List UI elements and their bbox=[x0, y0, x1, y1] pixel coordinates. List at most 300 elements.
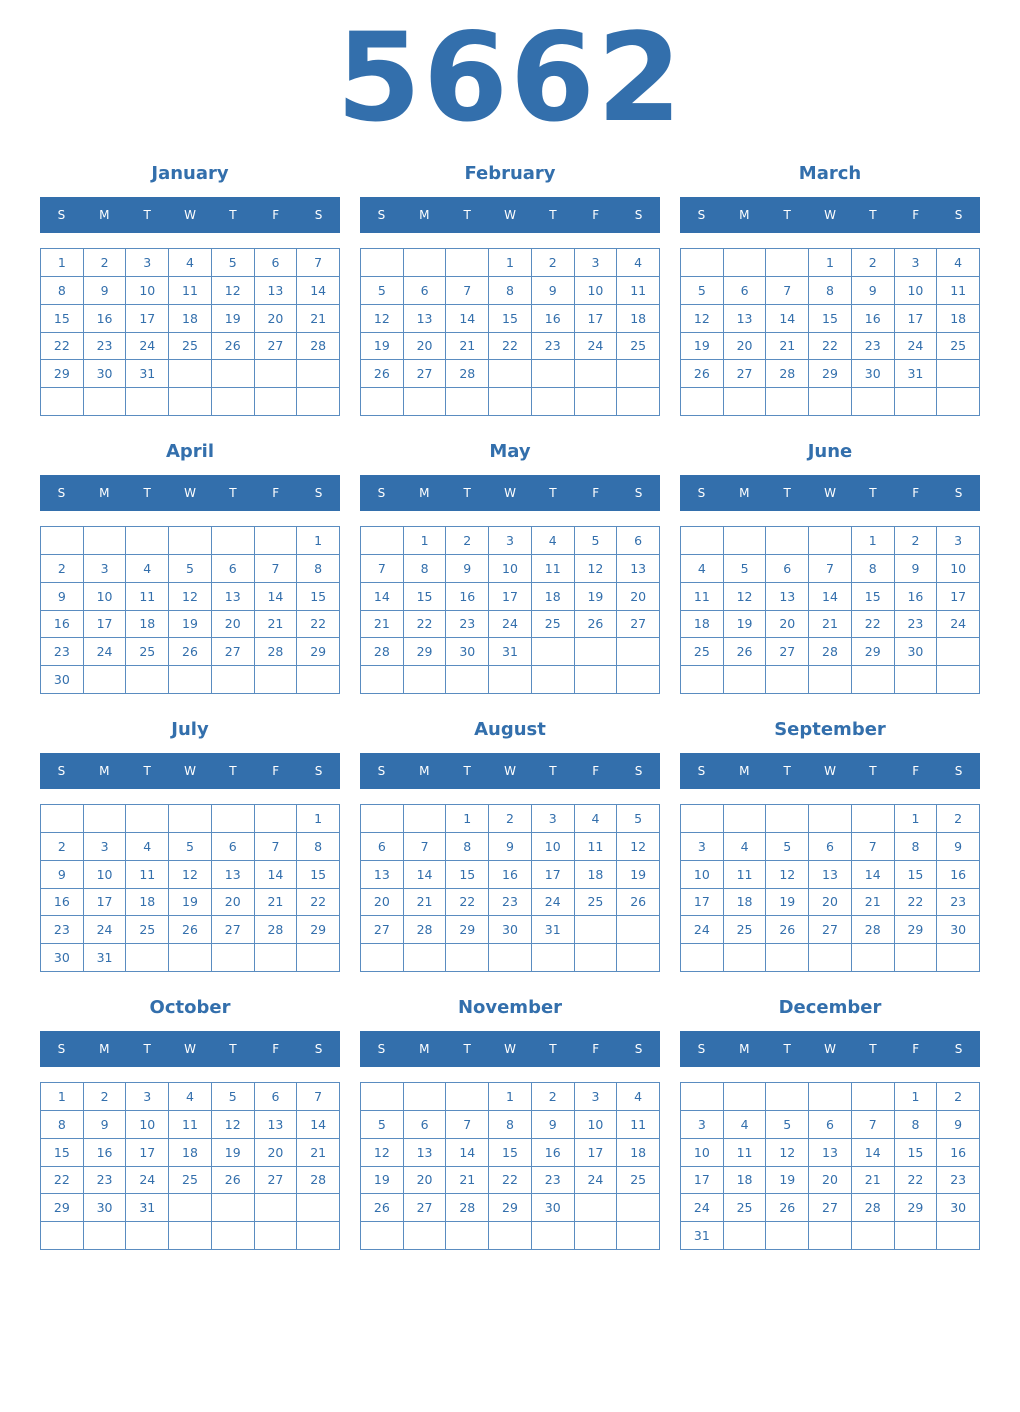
day-cell: 10 bbox=[681, 861, 724, 889]
empty-cell bbox=[255, 666, 298, 694]
empty-cell bbox=[681, 1083, 724, 1111]
day-cell: 10 bbox=[895, 277, 938, 305]
day-cell: 2 bbox=[852, 249, 895, 277]
weekday-label: T bbox=[869, 764, 877, 778]
weekday-label: M bbox=[99, 1042, 110, 1056]
day-cell: 8 bbox=[489, 1111, 532, 1139]
day-cell: 12 bbox=[212, 1111, 255, 1139]
day-cell: 31 bbox=[126, 360, 169, 388]
empty-cell bbox=[84, 666, 127, 694]
day-cell: 4 bbox=[126, 833, 169, 861]
weekday-label: W bbox=[504, 764, 516, 778]
day-cell: 23 bbox=[895, 611, 938, 639]
day-cell: 24 bbox=[489, 611, 532, 639]
empty-cell bbox=[724, 249, 767, 277]
day-cell: 24 bbox=[84, 916, 127, 944]
day-cell: 23 bbox=[41, 638, 84, 666]
day-cell: 9 bbox=[895, 555, 938, 583]
empty-cell bbox=[446, 666, 489, 694]
day-cell: 22 bbox=[404, 611, 447, 639]
day-cell: 30 bbox=[446, 638, 489, 666]
weekday-label: S bbox=[314, 764, 323, 778]
empty-cell bbox=[404, 249, 447, 277]
empty-cell bbox=[84, 388, 127, 416]
empty-cell bbox=[532, 944, 575, 972]
empty-cell bbox=[937, 1222, 980, 1250]
day-cell: 15 bbox=[297, 861, 340, 889]
day-cell: 7 bbox=[404, 833, 447, 861]
day-cell: 23 bbox=[446, 611, 489, 639]
day-cell: 3 bbox=[575, 249, 618, 277]
day-cell: 12 bbox=[766, 1139, 809, 1167]
day-cell: 11 bbox=[532, 555, 575, 583]
day-cell: 18 bbox=[126, 611, 169, 639]
empty-cell bbox=[724, 805, 767, 833]
day-cell: 31 bbox=[489, 638, 532, 666]
day-cell: 28 bbox=[361, 638, 404, 666]
weekday-label: M bbox=[419, 486, 430, 500]
day-cell: 9 bbox=[489, 833, 532, 861]
day-cell: 4 bbox=[169, 1083, 212, 1111]
day-cell: 15 bbox=[446, 861, 489, 889]
day-cell: 7 bbox=[297, 249, 340, 277]
empty-cell bbox=[852, 388, 895, 416]
day-cell: 26 bbox=[169, 638, 212, 666]
empty-cell bbox=[681, 249, 724, 277]
day-cell: 26 bbox=[766, 1194, 809, 1222]
empty-cell bbox=[361, 944, 404, 972]
day-cell: 14 bbox=[852, 1139, 895, 1167]
empty-cell bbox=[809, 1222, 852, 1250]
day-cell: 10 bbox=[937, 555, 980, 583]
day-cell: 21 bbox=[852, 889, 895, 917]
empty-cell bbox=[446, 1222, 489, 1250]
empty-cell bbox=[617, 944, 660, 972]
day-cell: 27 bbox=[255, 1167, 298, 1195]
empty-cell bbox=[255, 1222, 298, 1250]
weekday-label: S bbox=[697, 208, 706, 222]
day-cell: 25 bbox=[532, 611, 575, 639]
day-cell: 11 bbox=[617, 1111, 660, 1139]
day-cell: 18 bbox=[937, 305, 980, 333]
day-cell: 23 bbox=[489, 889, 532, 917]
weekday-label: W bbox=[824, 764, 836, 778]
day-cell: 13 bbox=[404, 1139, 447, 1167]
weekday-label: F bbox=[912, 1042, 920, 1056]
day-cell: 17 bbox=[681, 889, 724, 917]
day-cell: 24 bbox=[681, 916, 724, 944]
day-cell: 3 bbox=[681, 1111, 724, 1139]
day-cell: 28 bbox=[297, 1167, 340, 1195]
day-cell: 4 bbox=[724, 833, 767, 861]
day-cell: 12 bbox=[575, 555, 618, 583]
day-cell: 19 bbox=[766, 889, 809, 917]
empty-cell bbox=[532, 638, 575, 666]
day-cell: 21 bbox=[852, 1167, 895, 1195]
day-cell: 3 bbox=[575, 1083, 618, 1111]
empty-cell bbox=[446, 249, 489, 277]
day-cell: 25 bbox=[681, 638, 724, 666]
weekday-label: S bbox=[954, 1042, 963, 1056]
day-cell: 10 bbox=[681, 1139, 724, 1167]
empty-cell bbox=[809, 388, 852, 416]
day-cell: 27 bbox=[724, 360, 767, 388]
empty-cell bbox=[937, 666, 980, 694]
weekday-label: M bbox=[419, 764, 430, 778]
day-cell: 1 bbox=[895, 1083, 938, 1111]
empty-cell bbox=[446, 388, 489, 416]
day-cell: 10 bbox=[575, 277, 618, 305]
day-cell: 20 bbox=[724, 333, 767, 361]
weekday-label: T bbox=[143, 764, 151, 778]
day-cell: 13 bbox=[255, 1111, 298, 1139]
empty-cell bbox=[361, 805, 404, 833]
empty-cell bbox=[212, 944, 255, 972]
weekday-label: T bbox=[783, 208, 791, 222]
day-cell: 15 bbox=[895, 861, 938, 889]
day-cell: 31 bbox=[681, 1222, 724, 1250]
day-cell: 1 bbox=[297, 527, 340, 555]
day-cell: 14 bbox=[852, 861, 895, 889]
empty-cell bbox=[575, 916, 618, 944]
day-cell: 30 bbox=[489, 916, 532, 944]
day-cell: 13 bbox=[255, 277, 298, 305]
day-cell: 2 bbox=[937, 1083, 980, 1111]
day-cell: 10 bbox=[489, 555, 532, 583]
day-cell: 1 bbox=[489, 249, 532, 277]
year-title: 5662 bbox=[336, 7, 684, 149]
weekday-label: S bbox=[634, 1042, 643, 1056]
empty-cell bbox=[937, 944, 980, 972]
empty-cell bbox=[852, 1222, 895, 1250]
empty-cell bbox=[489, 944, 532, 972]
day-cell: 19 bbox=[169, 889, 212, 917]
day-cell: 14 bbox=[297, 1111, 340, 1139]
empty-cell bbox=[724, 527, 767, 555]
empty-cell bbox=[446, 1083, 489, 1111]
day-cell: 17 bbox=[575, 1139, 618, 1167]
empty-cell bbox=[766, 249, 809, 277]
day-cell: 18 bbox=[681, 611, 724, 639]
empty-cell bbox=[809, 805, 852, 833]
day-cell: 11 bbox=[575, 833, 618, 861]
day-cell: 24 bbox=[532, 889, 575, 917]
empty-cell bbox=[766, 805, 809, 833]
weekday-header bbox=[40, 1031, 340, 1067]
empty-cell bbox=[766, 944, 809, 972]
day-cell: 7 bbox=[766, 277, 809, 305]
weekday-label: F bbox=[912, 208, 920, 222]
empty-cell bbox=[212, 1194, 255, 1222]
day-cell: 25 bbox=[126, 638, 169, 666]
weekday-label: T bbox=[783, 486, 791, 500]
day-cell: 28 bbox=[255, 638, 298, 666]
day-cell: 26 bbox=[212, 1167, 255, 1195]
day-cell: 4 bbox=[681, 555, 724, 583]
day-cell: 16 bbox=[446, 583, 489, 611]
empty-cell bbox=[255, 1194, 298, 1222]
day-cell: 14 bbox=[446, 305, 489, 333]
empty-cell bbox=[404, 388, 447, 416]
day-cell: 2 bbox=[489, 805, 532, 833]
day-cell: 7 bbox=[446, 1111, 489, 1139]
day-cell: 11 bbox=[937, 277, 980, 305]
day-cell: 13 bbox=[212, 861, 255, 889]
empty-cell bbox=[575, 666, 618, 694]
day-cell: 29 bbox=[41, 1194, 84, 1222]
day-cell: 2 bbox=[937, 805, 980, 833]
day-cell: 11 bbox=[724, 861, 767, 889]
day-cell: 31 bbox=[532, 916, 575, 944]
day-cell: 10 bbox=[126, 277, 169, 305]
day-cell: 12 bbox=[681, 305, 724, 333]
weekday-label: M bbox=[739, 1042, 750, 1056]
empty-cell bbox=[532, 388, 575, 416]
day-cell: 21 bbox=[255, 611, 298, 639]
day-cell: 1 bbox=[809, 249, 852, 277]
day-cell: 7 bbox=[809, 555, 852, 583]
day-cell: 20 bbox=[617, 583, 660, 611]
day-cell: 30 bbox=[41, 666, 84, 694]
day-cell: 5 bbox=[681, 277, 724, 305]
day-cell: 12 bbox=[212, 277, 255, 305]
weekday-label: W bbox=[184, 764, 196, 778]
day-cell: 27 bbox=[617, 611, 660, 639]
day-cell: 29 bbox=[809, 360, 852, 388]
weekday-label: S bbox=[377, 486, 386, 500]
day-cell: 31 bbox=[84, 944, 127, 972]
weekday-label: M bbox=[739, 208, 750, 222]
day-cell: 15 bbox=[809, 305, 852, 333]
empty-cell bbox=[895, 666, 938, 694]
day-cell: 6 bbox=[809, 1111, 852, 1139]
day-cell: 27 bbox=[212, 916, 255, 944]
day-cell: 22 bbox=[297, 611, 340, 639]
day-cell: 19 bbox=[575, 583, 618, 611]
day-cell: 20 bbox=[255, 305, 298, 333]
day-cell: 5 bbox=[724, 555, 767, 583]
weekday-label: M bbox=[739, 764, 750, 778]
day-cell: 26 bbox=[361, 360, 404, 388]
day-cell: 19 bbox=[724, 611, 767, 639]
day-cell: 7 bbox=[297, 1083, 340, 1111]
day-cell: 3 bbox=[532, 805, 575, 833]
day-cell: 16 bbox=[41, 611, 84, 639]
day-cell: 3 bbox=[681, 833, 724, 861]
day-cell: 23 bbox=[532, 1167, 575, 1195]
day-cell: 12 bbox=[766, 861, 809, 889]
weekday-header bbox=[40, 197, 340, 233]
empty-cell bbox=[212, 1222, 255, 1250]
day-cell: 16 bbox=[84, 1139, 127, 1167]
day-cell: 17 bbox=[84, 889, 127, 917]
day-cell: 22 bbox=[41, 1167, 84, 1195]
empty-cell bbox=[575, 388, 618, 416]
day-grid bbox=[40, 1082, 340, 1250]
day-cell: 6 bbox=[809, 833, 852, 861]
day-cell: 16 bbox=[937, 861, 980, 889]
day-cell: 23 bbox=[852, 333, 895, 361]
day-cell: 8 bbox=[489, 277, 532, 305]
empty-cell bbox=[126, 944, 169, 972]
empty-cell bbox=[361, 666, 404, 694]
day-cell: 26 bbox=[724, 638, 767, 666]
day-cell: 14 bbox=[809, 583, 852, 611]
day-cell: 22 bbox=[489, 333, 532, 361]
day-grid bbox=[40, 526, 340, 694]
empty-cell bbox=[852, 805, 895, 833]
empty-cell bbox=[852, 1083, 895, 1111]
day-cell: 25 bbox=[937, 333, 980, 361]
empty-cell bbox=[169, 1194, 212, 1222]
day-cell: 7 bbox=[852, 833, 895, 861]
day-cell: 25 bbox=[724, 1194, 767, 1222]
day-cell: 18 bbox=[532, 583, 575, 611]
day-cell: 18 bbox=[126, 889, 169, 917]
day-cell: 5 bbox=[617, 805, 660, 833]
weekday-label: T bbox=[549, 1042, 557, 1056]
day-cell: 15 bbox=[404, 583, 447, 611]
weekday-label: T bbox=[463, 486, 471, 500]
day-cell: 24 bbox=[575, 333, 618, 361]
day-cell: 5 bbox=[575, 527, 618, 555]
day-cell: 16 bbox=[41, 889, 84, 917]
day-cell: 16 bbox=[84, 305, 127, 333]
weekday-label: T bbox=[229, 1042, 237, 1056]
day-cell: 27 bbox=[404, 360, 447, 388]
empty-cell bbox=[681, 805, 724, 833]
weekday-label: M bbox=[99, 208, 110, 222]
empty-cell bbox=[361, 527, 404, 555]
empty-cell bbox=[255, 388, 298, 416]
day-cell: 1 bbox=[41, 1083, 84, 1111]
day-grid bbox=[360, 526, 660, 694]
empty-cell bbox=[361, 1083, 404, 1111]
weekday-label: M bbox=[99, 486, 110, 500]
empty-cell bbox=[212, 388, 255, 416]
empty-cell bbox=[361, 388, 404, 416]
weekday-label: F bbox=[592, 486, 600, 500]
empty-cell bbox=[809, 666, 852, 694]
weekday-label: S bbox=[954, 486, 963, 500]
day-cell: 14 bbox=[766, 305, 809, 333]
empty-cell bbox=[212, 666, 255, 694]
weekday-header bbox=[360, 753, 660, 789]
day-cell: 20 bbox=[212, 889, 255, 917]
day-cell: 2 bbox=[446, 527, 489, 555]
empty-cell bbox=[404, 1222, 447, 1250]
weekday-label: S bbox=[377, 764, 386, 778]
empty-cell bbox=[895, 1222, 938, 1250]
empty-cell bbox=[212, 805, 255, 833]
day-cell: 15 bbox=[297, 583, 340, 611]
weekday-label: F bbox=[912, 486, 920, 500]
day-cell: 10 bbox=[84, 861, 127, 889]
day-cell: 23 bbox=[937, 1167, 980, 1195]
weekday-header bbox=[360, 475, 660, 511]
weekday-label: S bbox=[57, 1042, 66, 1056]
day-cell: 4 bbox=[575, 805, 618, 833]
day-cell: 22 bbox=[895, 1167, 938, 1195]
day-cell: 28 bbox=[852, 916, 895, 944]
day-cell: 10 bbox=[126, 1111, 169, 1139]
weekday-label: F bbox=[272, 764, 280, 778]
empty-cell bbox=[724, 666, 767, 694]
day-cell: 8 bbox=[41, 277, 84, 305]
empty-cell bbox=[575, 944, 618, 972]
day-cell: 17 bbox=[575, 305, 618, 333]
empty-cell bbox=[575, 638, 618, 666]
day-cell: 1 bbox=[895, 805, 938, 833]
day-cell: 28 bbox=[766, 360, 809, 388]
day-cell: 23 bbox=[937, 889, 980, 917]
day-cell: 20 bbox=[766, 611, 809, 639]
empty-cell bbox=[809, 527, 852, 555]
day-cell: 13 bbox=[809, 1139, 852, 1167]
day-cell: 17 bbox=[681, 1167, 724, 1195]
day-cell: 15 bbox=[852, 583, 895, 611]
day-cell: 6 bbox=[404, 277, 447, 305]
day-cell: 5 bbox=[212, 249, 255, 277]
day-cell: 5 bbox=[169, 833, 212, 861]
weekday-label: W bbox=[504, 208, 516, 222]
day-cell: 5 bbox=[212, 1083, 255, 1111]
day-cell: 27 bbox=[404, 1194, 447, 1222]
day-cell: 21 bbox=[404, 889, 447, 917]
day-cell: 19 bbox=[681, 333, 724, 361]
day-cell: 8 bbox=[809, 277, 852, 305]
day-cell: 5 bbox=[169, 555, 212, 583]
day-cell: 1 bbox=[404, 527, 447, 555]
day-cell: 2 bbox=[84, 249, 127, 277]
day-cell: 17 bbox=[126, 305, 169, 333]
day-cell: 10 bbox=[532, 833, 575, 861]
weekday-label: T bbox=[549, 208, 557, 222]
empty-cell bbox=[617, 638, 660, 666]
weekday-label: W bbox=[184, 208, 196, 222]
weekday-label: S bbox=[634, 486, 643, 500]
day-cell: 8 bbox=[404, 555, 447, 583]
day-cell: 25 bbox=[724, 916, 767, 944]
day-cell: 16 bbox=[489, 861, 532, 889]
empty-cell bbox=[766, 1222, 809, 1250]
day-cell: 2 bbox=[895, 527, 938, 555]
weekday-label: T bbox=[229, 486, 237, 500]
day-cell: 8 bbox=[41, 1111, 84, 1139]
empty-cell bbox=[169, 527, 212, 555]
empty-cell bbox=[212, 360, 255, 388]
day-cell: 6 bbox=[361, 833, 404, 861]
empty-cell bbox=[126, 388, 169, 416]
day-cell: 21 bbox=[255, 889, 298, 917]
day-cell: 11 bbox=[681, 583, 724, 611]
weekday-label: T bbox=[869, 208, 877, 222]
day-cell: 9 bbox=[937, 833, 980, 861]
day-grid bbox=[680, 248, 980, 416]
empty-cell bbox=[169, 1222, 212, 1250]
day-cell: 26 bbox=[169, 916, 212, 944]
empty-cell bbox=[41, 805, 84, 833]
weekday-label: T bbox=[463, 1042, 471, 1056]
day-cell: 25 bbox=[126, 916, 169, 944]
day-cell: 3 bbox=[126, 1083, 169, 1111]
empty-cell bbox=[766, 527, 809, 555]
day-cell: 29 bbox=[446, 916, 489, 944]
empty-cell bbox=[126, 1222, 169, 1250]
empty-cell bbox=[255, 805, 298, 833]
day-cell: 20 bbox=[404, 333, 447, 361]
day-cell: 24 bbox=[895, 333, 938, 361]
